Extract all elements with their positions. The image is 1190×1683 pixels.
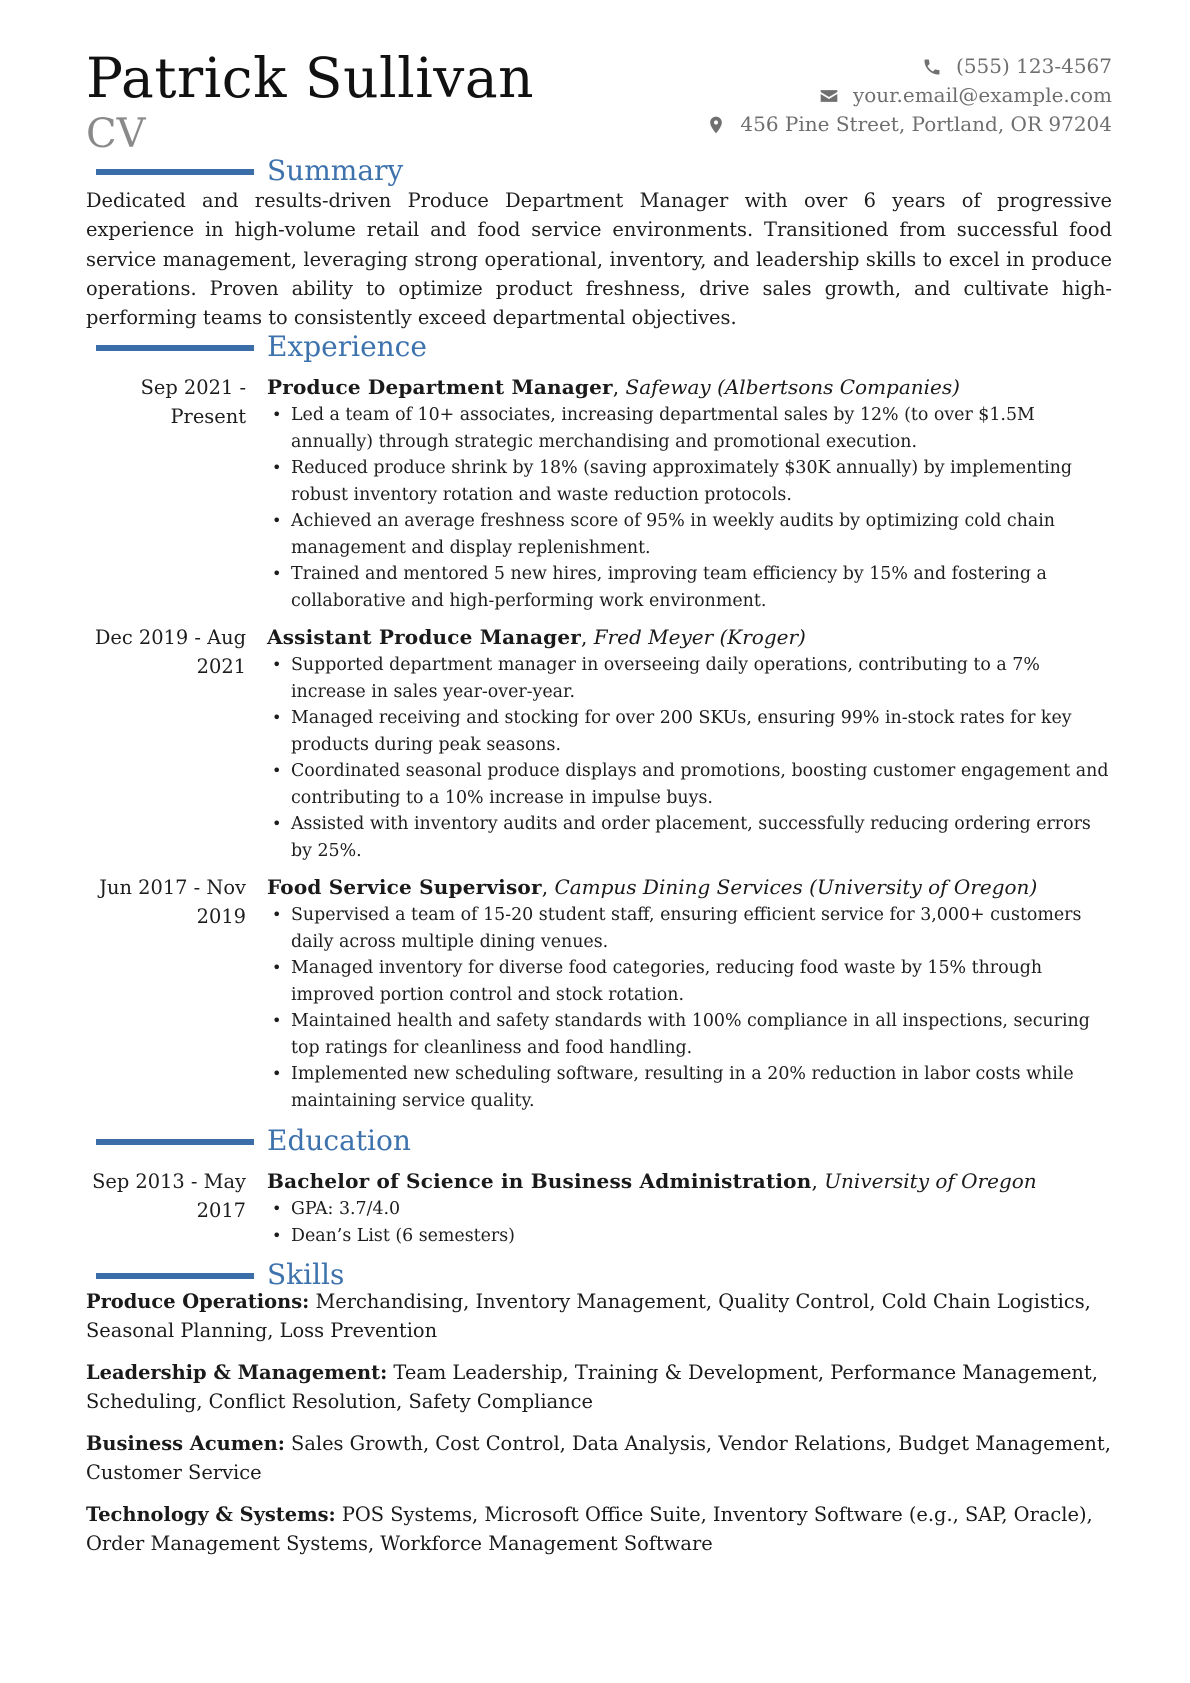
entry-body	[267, 873, 1112, 1114]
degree-title: Bachelor of Science in Business Administration	[267, 1169, 812, 1193]
skill-group-items: Team Leadership, Training & Development, Performance Management, Scheduling, Conflict Resolution, Safety Compliance	[86, 1361, 1098, 1414]
entry-body	[267, 373, 1112, 614]
entry-title: Assistant Produce Manager, Fred Meyer (Kroger)	[267, 625, 806, 649]
section-title: Education	[267, 1124, 411, 1157]
skill-group	[86, 1358, 1112, 1417]
document-subtitle: CV	[86, 111, 146, 157]
phone-text: (555) 123-4567	[956, 54, 1112, 78]
achievement-list	[267, 402, 1112, 614]
envelope-icon	[819, 86, 839, 106]
entry-date: Dec 2019 - Aug 2021	[94, 626, 246, 678]
entry-body	[267, 623, 1112, 864]
achievement-list	[267, 652, 1112, 864]
skill-group-label: Business Acumen:	[86, 1432, 285, 1455]
contact-block	[706, 52, 1112, 139]
list-item: • Dean’s List (6 semesters)	[267, 1223, 1112, 1250]
list-item: • Trained and mentored 5 new hires, improving team efficiency by 15% and fostering a collaborative and high-performing work environment.	[267, 561, 1112, 614]
entry-date: Jun 2017 - Nov 2019	[99, 876, 246, 928]
email-text: your.email@example.com	[852, 83, 1112, 107]
section-divider-bar	[96, 345, 254, 351]
skill-group-label: Technology & Systems:	[86, 1503, 336, 1526]
job-title: Assistant Produce Manager	[267, 625, 581, 649]
skill-group-label: Leadership & Management:	[86, 1361, 388, 1384]
list-item: • Supervised a team of 15-20 student staff, ensuring efficient service for 3,000+ customers daily across multiple dining venues.	[267, 902, 1112, 955]
list-item: • Assisted with inventory audits and order placement, successfully reducing ordering errors by 25%.	[267, 811, 1112, 864]
list-item: • Achieved an average freshness score of 95% in weekly audits by optimizing cold chain management and display replenishment.	[267, 508, 1112, 561]
skill-group-items: POS Systems, Microsoft Office Suite, Inventory Software (e.g., SAP, Oracle), Order Management Systems, Workforce Management Software	[86, 1503, 1093, 1556]
list-item: • Managed receiving and stocking for over 200 SKUs, ensuring 99% in-stock rates for key products during peak seasons.	[267, 705, 1112, 758]
list-item: • Implemented new scheduling software, resulting in a 20% reduction in labor costs while maintaining service quality.	[267, 1061, 1112, 1114]
education-details-list	[267, 1196, 1112, 1249]
skill-group-items: Merchandising, Inventory Management, Quality Control, Cold Chain Logistics, Seasonal Planning, Loss Prevention	[86, 1290, 1091, 1343]
list-item: • Led a team of 10+ associates, increasing departmental sales by 12% (to over $1.5M annually) through strategic merchandising and promotional execution.	[267, 402, 1112, 455]
entry-date: Sep 2021 - Present	[140, 376, 246, 428]
phone-icon	[922, 57, 942, 77]
section-divider-bar	[96, 1273, 254, 1279]
list-item: • Maintained health and safety standards with 100% compliance in all inspections, securing top ratings for cleanliness and food handling.	[267, 1008, 1112, 1061]
institution: University of Oregon	[824, 1169, 1037, 1193]
skill-group	[86, 1500, 1112, 1559]
section-title: Experience	[267, 330, 427, 363]
list-item: • Managed inventory for diverse food categories, reducing food waste by 15% through improved portion control and stock rotation.	[267, 955, 1112, 1008]
list-item: • GPA: 3.7/4.0	[267, 1196, 1112, 1223]
employer: Safeway (Albertsons Companies)	[625, 375, 960, 399]
list-item: • Reduced produce shrink by 18% (saving approximately $30K annually) by implementing robust inventory rotation and waste reduction protocols.	[267, 455, 1112, 508]
contact-address	[706, 110, 1112, 139]
entry-title: Produce Department Manager, Safeway (Albertsons Companies)	[267, 375, 960, 399]
job-title: Produce Department Manager	[267, 375, 613, 399]
section-divider-bar	[96, 1139, 254, 1145]
list-item: • Coordinated seasonal produce displays and promotions, boosting customer engagement and contributing to a 10% increase in impulse buys.	[267, 758, 1112, 811]
entry-body	[267, 1167, 1112, 1249]
achievement-list	[267, 902, 1112, 1114]
skill-group-items: Sales Growth, Cost Control, Data Analysis, Vendor Relations, Budget Management, Customer Service	[86, 1432, 1111, 1485]
list-item: • Supported department manager in overseeing daily operations, contributing to a 7% increase in sales year-over-year.	[267, 652, 1112, 705]
entry-date: Sep 2013 - May 2017	[92, 1170, 246, 1222]
contact-email[interactable]	[706, 81, 1112, 110]
summary-paragraph: Dedicated and results-driven Produce Department Manager with over 6 years of progressive experience in high-volume retail and food service environments. Transitioned from successful food service management, leveraging strong operational, inventory, and leadership skills to excel in produce operations. Proven ability to optimize product freshness, drive sales growth, and cultivate high-performing teams to consistently exceed departmental objectives.	[86, 189, 1112, 330]
skill-group	[86, 1287, 1112, 1346]
entry-title: Bachelor of Science in Business Administration, University of Oregon	[267, 1169, 1037, 1193]
skill-group-label: Produce Operations:	[86, 1290, 310, 1313]
employer: Campus Dining Services (University of Oregon)	[554, 875, 1038, 899]
job-title: Food Service Supervisor	[267, 875, 542, 899]
cv-page	[86, 0, 1112, 1683]
section-divider-bar	[96, 169, 254, 175]
skill-group	[86, 1429, 1112, 1488]
section-title: Summary	[267, 154, 404, 187]
entry-title: Food Service Supervisor, Campus Dining Services (University of Oregon)	[267, 875, 1038, 899]
employer: Fred Meyer (Kroger)	[593, 625, 806, 649]
section-title: Skills	[267, 1258, 345, 1291]
address-text: 456 Pine Street, Portland, OR 97204	[740, 112, 1112, 136]
map-pin-icon	[706, 115, 726, 135]
person-name: Patrick Sullivan	[86, 46, 535, 110]
contact-phone[interactable]	[706, 52, 1112, 81]
